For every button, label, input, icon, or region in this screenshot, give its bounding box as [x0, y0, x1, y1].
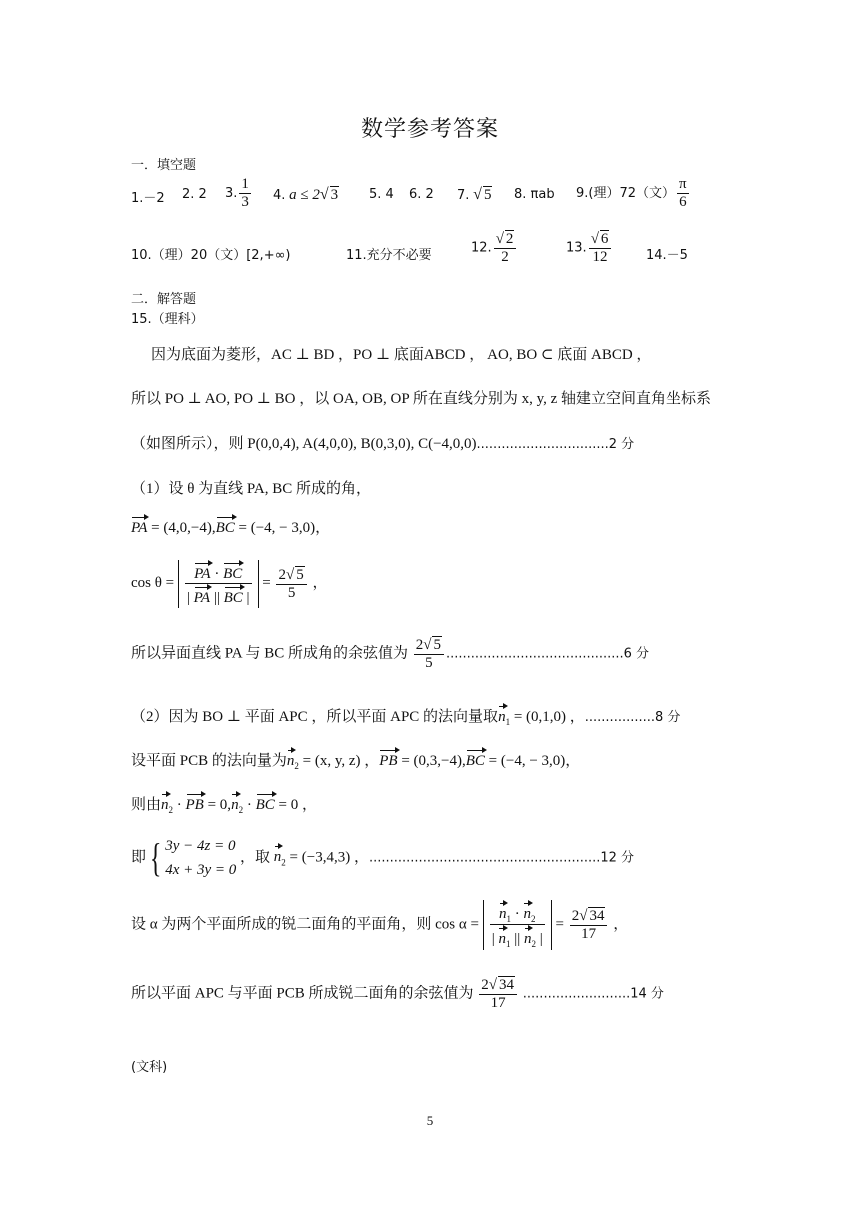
wenke-heading: (文科): [131, 1060, 168, 1075]
answer-3: 3. $\frac{1}{3}$: [225, 176, 249, 211]
answer-7: 7. √ 5: [457, 186, 492, 203]
answer-6: 6. 2: [409, 187, 434, 202]
answer-10: 10.（理）20（文）[2,+∞): [131, 248, 291, 263]
document-title: 数学参考答案: [360, 116, 499, 141]
answer-9: 9.(理）72（文） $\frac{\pi}{6}$: [576, 176, 687, 211]
answer-11: 11.充分不必要: [346, 248, 432, 263]
answer-5: 5. 4: [369, 187, 394, 202]
equation-system: 即{ 3y − 4z = 0 4x + 3y = 0 ，取 $n_2 = (-3,4,3)$ ，........................................................12 分: [131, 835, 635, 880]
answer-14: 14.－5: [646, 248, 688, 263]
solution-line-2: 所以 PO ⊥ AO, PO ⊥ BO ，以 OA, OB, OP 所在直线分别为 x, y, z 轴建立空间直角坐标系: [131, 391, 712, 407]
solution-line-part-2: （2）因为 BO ⊥ 平面 APC ，所以平面 APC 的法向量取$n_1 = (0,1,0)$ ，.................8 分: [131, 703, 680, 727]
answer-12: 12. $\frac{√ 2}{2}$: [471, 230, 518, 267]
solution-answer-part-1: 所以异面直线 PA 与 BC 所成角的余弦值为 $\frac{2√ 5}{5}$ ...........................................6 分: [131, 637, 650, 672]
solution-line-normal-pcb: 设平面 PCB 的法向量为$n_2 = (x$, y, z) ，PB = (0,3,−4),BC = (−4, − 3,0)，: [131, 747, 580, 771]
answer-4: 4. a ≤ 2√ 3: [273, 186, 339, 203]
section-solutions-heading: 二．解答题: [131, 292, 197, 307]
answer-8: 8. πab: [514, 187, 555, 202]
question-15-heading: 15.（理科）: [131, 312, 204, 327]
answer-13: 13. $\frac{√ 6}{12}$: [566, 230, 613, 267]
solution-line-dot-products: 则由$n_2$ · PB = $0,n_2$ · BC = 0 ，: [131, 791, 317, 815]
page-number: 5: [426, 1113, 434, 1128]
answer-1: 1.－2: [131, 191, 165, 206]
solution-line-3: （如图所示），则 P(0,0,4), A(4,0,0), B(0,3,0), C(−4,0,0)................................2 分: [131, 436, 635, 452]
vectors-pa-bc: PA = (4,0,−4),BC = (−4, − 3,0)，: [131, 514, 330, 537]
cos-alpha-formula: 设 α 为两个平面所成的锐二面角的平面角，则 cos α = $\frac{n_1 \cdot n_2}{| n_1 || n_2 |}$ = $\frac{2√ 34}{17}$ ，: [131, 900, 628, 950]
solution-line-4: （1）设 θ 为直线 PA, BC 所成的角，: [131, 481, 371, 497]
solution-answer-part-2: 所以平面 APC 与平面 PCB 所成锐二面角的余弦值为 $\frac{2√ 34}{17}$ ..........................14 分: [131, 977, 664, 1012]
cos-theta-formula: cos θ = $\frac{PA \cdot BC}{| PA || BC |}$ = $\frac{2√ 5}{5}$ ，: [131, 560, 327, 608]
solution-line-1: 因为底面为菱形，AC ⊥ BD ，PO ⊥ 底面ABCD ， AO, BO ⊂ 底面 ABCD ，: [151, 347, 652, 363]
answer-2: 2. 2: [182, 187, 207, 202]
section-fill-in-heading: 一．填空题: [131, 158, 197, 173]
